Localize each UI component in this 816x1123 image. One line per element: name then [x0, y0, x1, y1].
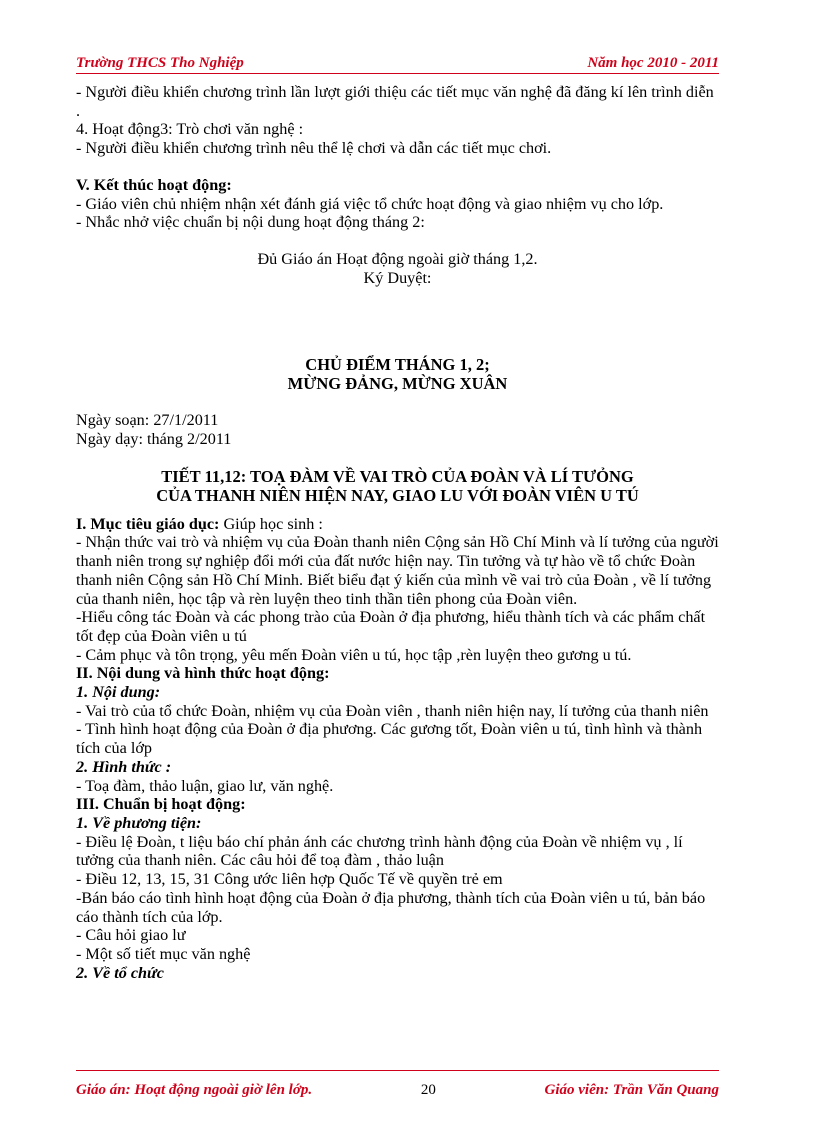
paragraph: - Câu hỏi giao lư — [76, 926, 186, 945]
approval-sign: Ký Duyệt: — [363, 268, 432, 287]
paragraph: - Nhắc nhở việc chuẩn bị nội dung hoạt động tháng 2: — [76, 213, 425, 232]
section-heading-i: I. Mục tiêu giáo dục: Giúp học sinh : — [76, 514, 323, 533]
section-heading-iii: III. Chuẩn bị hoạt động: — [76, 795, 246, 814]
prep-date: Ngày soạn: 27/1/2011 — [76, 411, 219, 430]
paragraph: - Giáo viên chủ nhiệm nhận xét đánh giá việc tổ chức hoạt động và giao nhiệm vụ cho lớp. — [76, 194, 664, 213]
document-body — [76, 83, 719, 982]
header-divider — [76, 73, 719, 74]
paragraph: - Vai trò của tổ chức Đoàn, nhiệm vụ của Đoàn viên , thanh niên hiện nay, lí tưởng của thanh niên — [76, 701, 709, 720]
header-school-year: Năm học 2010 - 2011 — [587, 55, 719, 71]
header-school: Trường THCS Tho Nghiệp — [76, 55, 244, 71]
subheading: 2. Hình thức : — [76, 757, 172, 776]
lesson-title-line-2: CỦA THANH NIÊN HIỆN NAY, GIAO LU VỚI ĐOÀN VIÊN U TÚ — [156, 485, 639, 505]
page-footer — [76, 1082, 719, 1099]
paragraph: - Nhận thức vai trò và nhiệm vụ của Đoàn thanh niên Cộng sản Hồ Chí Minh và lí tưởng của người thanh niên trong sự nghiệp đổi mới của đất nước hiện nay. Tin tưởng và tự hào về tổ chức Đoàn thanh niên Cộng sản Hồ Chí Minh. Biết biểu đạt ý kiến của mình về vai trò của Đoàn , về lí tưởng của thanh niên, học tập và rèn luyện theo tinh thần tiên phong của Đoàn viên. — [76, 533, 719, 608]
paragraph: -Bán báo cáo tình hình hoạt động của Đoàn ở địa phương, thành tích của Đoàn viên u tú, bản báo cáo thành tích của lớp. — [76, 888, 706, 926]
paragraph: - Một số tiết mục văn nghệ — [76, 944, 251, 963]
subheading: 1. Về phương tiện: — [76, 813, 202, 832]
paragraph: - Điều lệ Đoàn, t liệu báo chí phản ánh các chương trình hành động của Đoàn về nhiệm vụ , lí tưởng của thanh niên. Các câu hỏi để toạ đàm , thảo luận — [76, 832, 683, 870]
teach-date: Ngày dạy: tháng 2/2011 — [76, 430, 232, 449]
page-number: 20 — [420, 1082, 436, 1098]
subheading: 1. Nội dung: — [76, 683, 161, 702]
theme-title: CHỦ ĐIỂM THÁNG 1, 2; — [305, 355, 490, 375]
paragraph: -Hiểu công tác Đoàn và các phong trào của Đoàn ở địa phương, hiểu thành tích và các phẩm chất tốt đẹp của Đoàn viên u tú — [76, 608, 706, 645]
paragraph: 4. Hoạt động3: Trò chơi văn nghệ : — [76, 120, 304, 139]
lesson-title-line-1: TIẾT 11,12: TOẠ ĐÀM VỀ VAI TRÒ CỦA ĐOÀN VÀ LÍ TƯỎNG — [161, 466, 634, 486]
theme-subtitle: MỪNG ĐẢNG, MỪNG XUÂN — [287, 374, 508, 394]
paragraph: - Người điều khiển chương trình lần lượt giới thiệu các tiết mục văn nghệ đã đăng kí lên trình diễn . — [76, 83, 714, 120]
section-heading-ii: II. Nội dung và hình thức hoạt động: — [76, 664, 330, 683]
approval-note: Đủ Giáo án Hoạt động ngoài giờ tháng 1,2. — [257, 249, 538, 268]
page-header — [76, 55, 719, 72]
paragraph: - Người điều khiển chương trình nêu thể lệ chơi và dẫn các tiết mục chơi. — [76, 139, 552, 158]
section-heading-v: V. Kết thúc hoạt động: — [76, 175, 232, 194]
paragraph: - Cảm phục và tôn trọng, yêu mến Đoàn viên u tú, học tập ,rèn luyện theo gương u tú. — [76, 645, 632, 664]
paragraph: - Điều 12, 13, 15, 31 Công ước liên hợp Quốc Tế về quyền trẻ em — [76, 870, 503, 889]
paragraph: - Tình hình hoạt động của Đoàn ở địa phương. Các gương tốt, Đoàn viên u tú, tình hình và thành tích của lớp — [76, 720, 703, 758]
subheading: 2. Về tổ chức — [76, 963, 164, 982]
footer-divider — [76, 1070, 719, 1071]
footer-lesson-plan: Giáo án: Hoạt động ngoài giờ lên lớp. — [76, 1082, 313, 1098]
footer-teacher: Giáo viên: Trần Văn Quang — [544, 1082, 719, 1098]
paragraph: - Toạ đàm, thảo luận, giao lư, văn nghệ. — [76, 776, 334, 795]
